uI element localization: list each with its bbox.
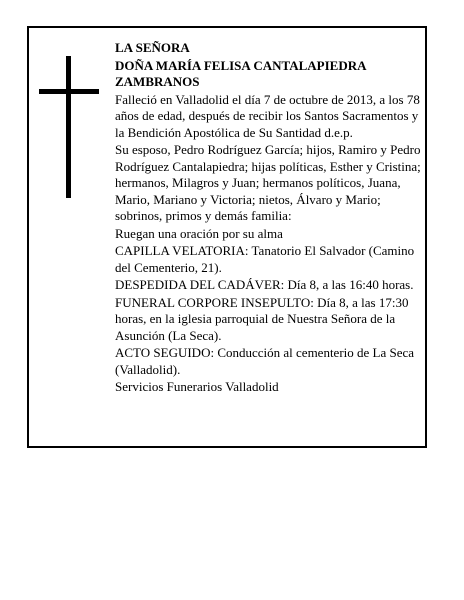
notice-body xyxy=(115,40,425,397)
cross-vertical-bar xyxy=(66,56,71,198)
obituary-notice xyxy=(27,26,427,448)
funeral-services-provider: Servicios Funerarios Valladolid xyxy=(115,379,279,394)
deceased-name: DOÑA MARÍA FELISA CANTALAPIEDRA ZAMBRANOS xyxy=(115,57,366,89)
farewell-info: DESPEDIDA DEL CADÁVER: Día 8, a las 16:40 horas. xyxy=(115,277,414,292)
death-announcement: Falleció en Valladolid el día 7 de octubre de 2013, a los 78 años de edad, después de recibir los Santos Sacramentos y la Bendición Apostólica de Su Santidad d.e.p. xyxy=(115,91,420,140)
burial-info: ACTO SEGUIDO: Conducción al cementerio de La Seca (Valladolid). xyxy=(115,345,415,377)
funeral-info: FUNERAL CORPORE INSEPULTO: Día 8, a las 17:30 horas, en la iglesia parroquial de Nuestra Señora de la Asunción (La Seca). xyxy=(115,294,409,343)
cross-icon xyxy=(39,56,99,198)
notice-title-line1: LA SEÑORA xyxy=(115,40,190,55)
wake-chapel-info: CAPILLA VELATORIA: Tanatorio El Salvador (Camino del Cementerio, 21). xyxy=(115,243,415,275)
cross-horizontal-bar xyxy=(39,89,99,94)
family-list: Su esposo, Pedro Rodríguez García; hijos, Ramiro y Pedro Rodríguez Cantalapiedra; hijas políticas, Esther y Cristina; hermanos, Milagros y Juan; hermanos políticos, Juana, Mario, Mariano y Victoria; nietos, Álvaro y Mario; sobrinos, primos y demás familia: xyxy=(115,142,421,223)
prayer-request: Ruegan una oración por su alma xyxy=(115,225,283,241)
